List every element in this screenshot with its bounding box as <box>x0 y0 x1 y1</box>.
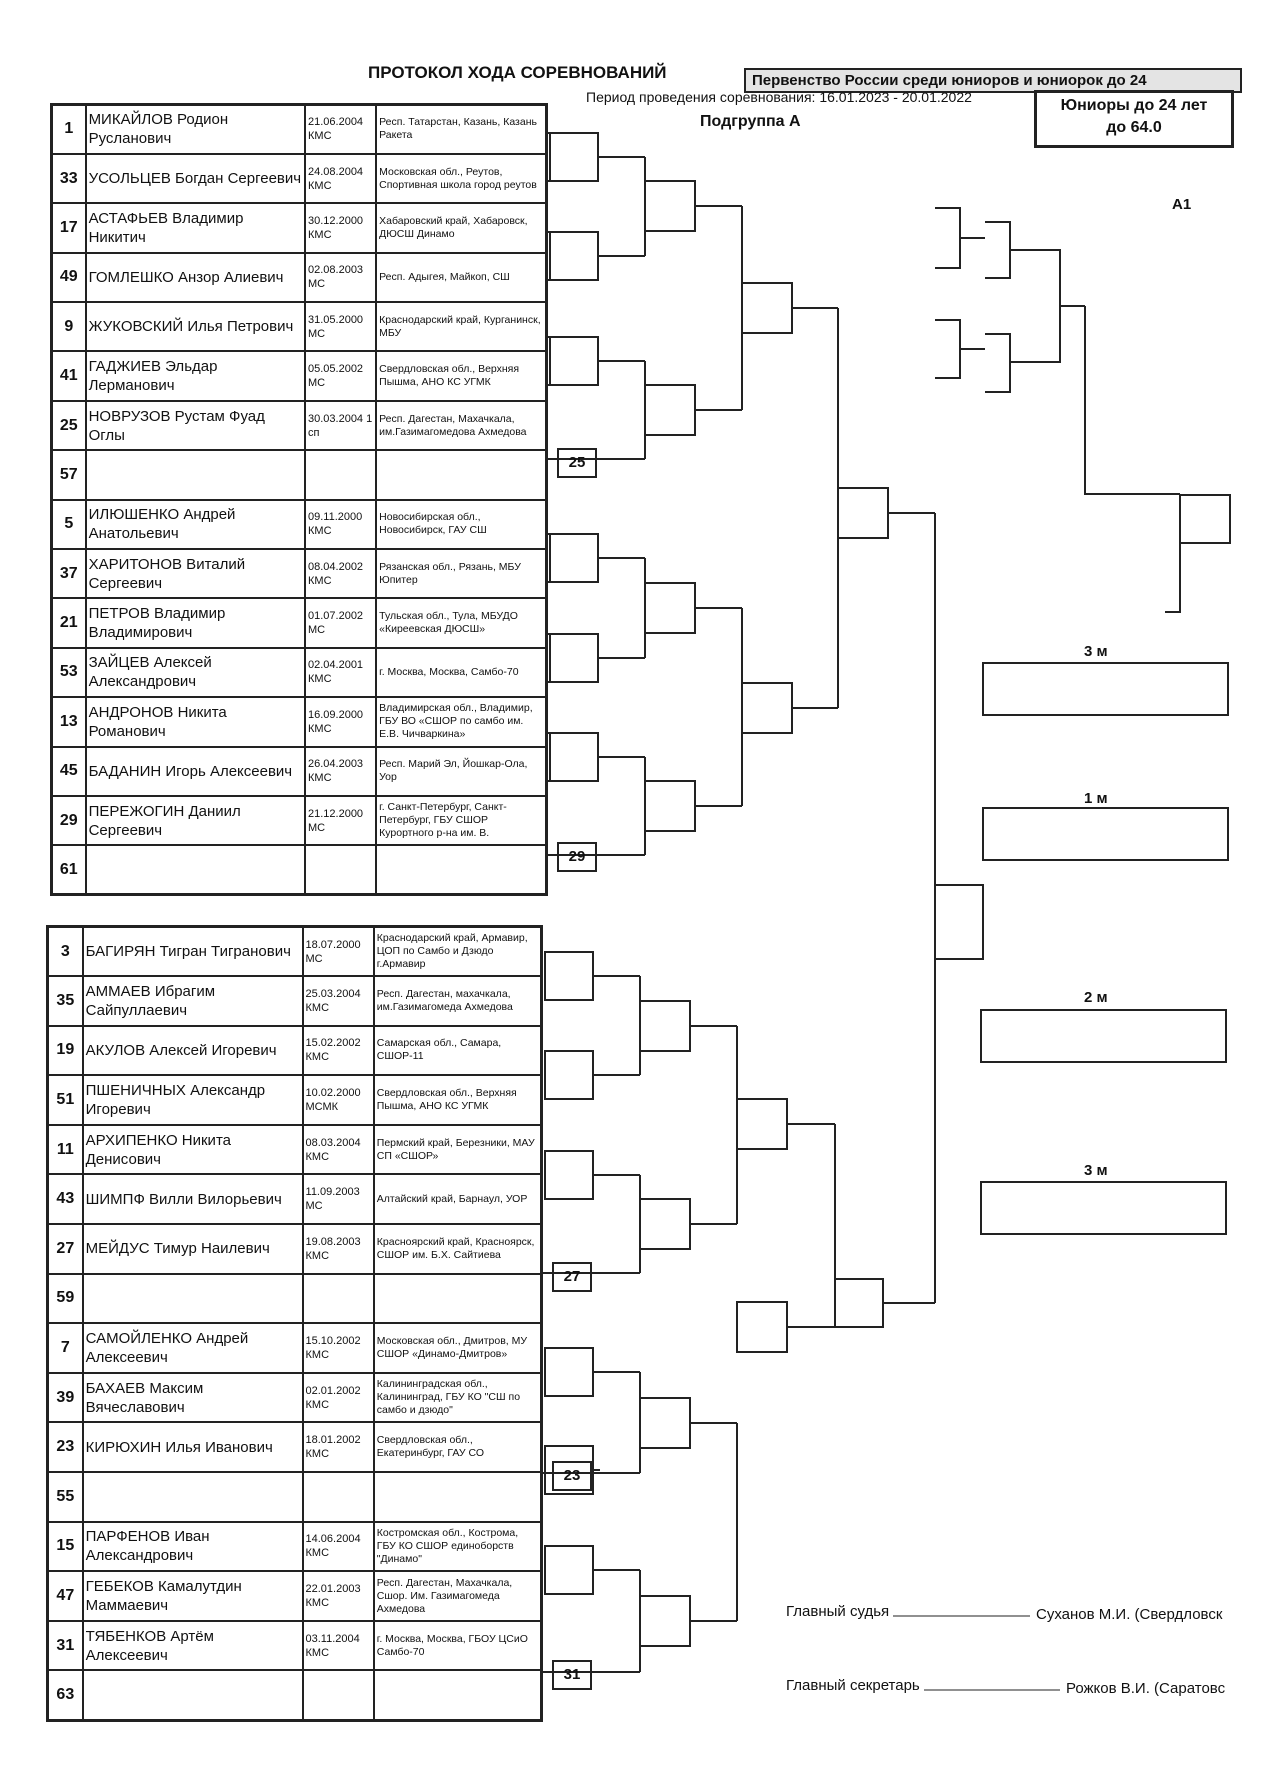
participant-club: Свердловская обл., Верхняя Пышма, АНО КС УГМК <box>376 351 546 400</box>
sport-rank: КМС <box>308 772 332 785</box>
birth-date: 22.01.2003 <box>305 1583 361 1596</box>
participant-name: ПЕТРОВ Владимир Владимирович <box>86 598 305 647</box>
participant-club: г. Санкт-Петербург, Санкт-Петербург, ГБУ СШОР Курортного р-на им. В. <box>376 796 546 845</box>
bracket-box <box>645 583 695 633</box>
sport-rank: КМС <box>308 574 332 587</box>
bracket-box <box>838 488 888 538</box>
bracket-box <box>550 733 598 781</box>
participant-club: Самарская обл., Самара, СШОР-11 <box>374 1026 542 1076</box>
sport-rank: МС <box>308 821 326 834</box>
place-box-2 <box>981 1010 1226 1062</box>
place-label-3b: 3 м <box>1084 1162 1108 1179</box>
draw-number: 55 <box>48 1472 83 1522</box>
draw-number: 33 <box>52 154 86 203</box>
participant-name: АММАЕВ Ибрагим Сайпуллаевич <box>83 976 303 1026</box>
competition-name: Первенство России среди юниоров и юниорок до 24 <box>744 68 1242 93</box>
bye-box: 29 <box>557 842 597 872</box>
birth-date: 24.08.2004 <box>308 165 364 178</box>
draw-number: 49 <box>52 253 86 302</box>
participant-club: Рязанская обл., Рязань, МБУ Юпитер <box>376 549 546 598</box>
participant-name: ГОМЛЕШКО Анзор Алиевич <box>86 253 305 302</box>
repechage-box <box>1180 495 1230 543</box>
sport-rank: МС <box>308 327 326 340</box>
birth-date: 30.03.2004 1 <box>308 412 373 425</box>
bracket-box <box>737 1099 787 1149</box>
birth-date: 16.09.2000 <box>308 708 364 721</box>
participant-name: САМОЙЛЕНКО Андрей Алексеевич <box>83 1323 303 1373</box>
sport-rank: КМС <box>305 1646 330 1659</box>
bracket-box <box>835 1279 883 1327</box>
draw-number: 3 <box>48 927 83 977</box>
participant-name: МЕЙДУС Тимур Наилевич <box>83 1224 303 1274</box>
participant-club: Красноярский край, Красноярск, СШОР им. Б.Х. Сайтиева <box>374 1224 542 1274</box>
participant-club: Свердловская обл., Екатеринбург, ГАУ СО <box>374 1422 542 1472</box>
chief-secretary-name: Рожков В.И. (Саратовс <box>1066 1680 1226 1697</box>
participant-name: ПАРФЕНОВ Иван Александрович <box>83 1522 303 1572</box>
participant-name: ПШЕНИЧНЫХ Александр Игоревич <box>83 1075 303 1125</box>
bracket-box <box>545 1546 593 1594</box>
draw-number: 11 <box>48 1125 83 1175</box>
birth-date: 14.06.2004 <box>305 1533 361 1546</box>
birth-date: 18.07.2000 <box>305 938 361 951</box>
participant-name: БАХАЕВ Максим Вячеславович <box>83 1373 303 1423</box>
repechage-label: A1 <box>1172 196 1192 213</box>
participant-name: ГЕБЕКОВ Камалутдин Маммаевич <box>83 1571 303 1621</box>
participant-name: АСТАФЬЕВ Владимир Никитич <box>86 203 305 252</box>
bracket-box <box>742 283 792 333</box>
participant-name: АРХИПЕНКО Никита Денисович <box>83 1125 303 1175</box>
participant-name: ЖУКОВСКИЙ Илья Петрович <box>86 302 305 351</box>
sport-rank: МС <box>308 278 326 291</box>
bye-box: 27 <box>552 1262 592 1292</box>
participant-name: УСОЛЬЦЕВ Богдан Сергеевич <box>86 154 305 203</box>
sport-rank: МС <box>308 377 326 390</box>
participant-name: АКУЛОВ Алексей Игоревич <box>83 1026 303 1076</box>
participant-club: Алтайский край, Барнаул, УОР <box>374 1174 542 1224</box>
draw-number: 43 <box>48 1174 83 1224</box>
draw-number: 25 <box>52 401 86 450</box>
bye-box: 31 <box>552 1660 592 1690</box>
place-label-2: 2 м <box>1084 989 1108 1006</box>
participant-name: КИРЮХИН Илья Иванович <box>83 1422 303 1472</box>
draw-number: 31 <box>48 1621 83 1671</box>
participant-club: Московская обл., Реутов, Спортивная школа город реутов <box>376 154 546 203</box>
birth-date: 05.05.2002 <box>308 363 364 376</box>
sport-rank: КМС <box>308 673 332 686</box>
bracket-box <box>640 1199 690 1249</box>
draw-number: 15 <box>48 1522 83 1572</box>
participant-club: Калининградская обл., Калининград, ГБУ КО "СШ по самбо и дзюдо" <box>374 1373 542 1423</box>
birth-date: 09.11.2000 <box>308 511 363 524</box>
participant-club: Свердловская обл., Верхняя Пышма, АНО КС УГМК <box>374 1075 542 1125</box>
sport-rank: КМС <box>305 1597 330 1610</box>
draw-number: 45 <box>52 747 86 796</box>
birth-date: 19.08.2003 <box>305 1235 361 1248</box>
draw-number: 19 <box>48 1026 83 1076</box>
birth-date: 26.04.2003 <box>308 758 364 771</box>
participant-name: НОВРУЗОВ Рустам Фуад Оглы <box>86 401 305 450</box>
draw-number: 41 <box>52 351 86 400</box>
participant-club: Московская обл., Дмитров, МУ СШОР «Динамо-Дмитров» <box>374 1323 542 1373</box>
birth-date: 03.11.2004 <box>305 1632 360 1645</box>
category-age: Юниоры до 24 лет <box>1060 97 1208 114</box>
birth-date: 15.10.2002 <box>305 1335 361 1348</box>
participant-club: Краснодарский край, Курганинск, МБУ <box>376 302 546 351</box>
place-box-1 <box>983 808 1228 860</box>
draw-number: 23 <box>48 1422 83 1472</box>
chief-judge-label: Главный судья <box>786 1603 890 1620</box>
draw-number: 5 <box>52 500 86 549</box>
bracket-box <box>550 534 598 582</box>
category-weight: до 64.0 <box>1106 119 1162 136</box>
bracket-box <box>640 1001 690 1051</box>
participant-name: БАДАНИН Игорь Алексеевич <box>86 747 305 796</box>
competition-period: Период проведения соревнования: 16.01.2023 - 20.01.2022 <box>586 89 972 105</box>
bye-box: 23 <box>552 1461 592 1491</box>
bye-box: 25 <box>557 448 597 478</box>
participant-club: Респ. Татарстан, Казань, Казань Ракета <box>376 105 546 154</box>
participant-club: Хабаровский край, Хабаровск, ДЮСШ Динамо <box>376 203 546 252</box>
birth-date: 25.03.2004 <box>305 987 361 1000</box>
sport-rank: КМС <box>308 228 332 241</box>
draw-number: 27 <box>48 1224 83 1274</box>
participant-club: Респ. Адыгея, Майкоп, СШ <box>376 253 546 302</box>
sport-rank: КМС <box>305 1349 330 1362</box>
place-box-3b <box>981 1182 1226 1234</box>
draw-number: 9 <box>52 302 86 351</box>
bracket-box <box>645 181 695 231</box>
bracket-box <box>645 385 695 435</box>
draw-number: 29 <box>52 796 86 845</box>
participant-club: Владимирская обл., Владимир, ГБУ ВО «СШОР по самбо им. Е.В. Чичваркина» <box>376 697 546 746</box>
participant-name: АНДРОНОВ Никита Романович <box>86 697 305 746</box>
bracket-box <box>640 1596 690 1646</box>
participant-name: ИЛЮШЕНКО Андрей Анатольевич <box>86 500 305 549</box>
birth-date: 02.08.2003 <box>308 264 364 277</box>
participant-club: Пермский край, Березники, МАУ СП «СШОР» <box>374 1125 542 1175</box>
bracket-box <box>545 952 593 1000</box>
draw-number: 53 <box>52 648 86 697</box>
birth-date: 08.04.2002 <box>308 560 364 573</box>
draw-number: 51 <box>48 1075 83 1125</box>
participant-club: Респ. Марий Эл, Йошкар-Ола, Уор <box>376 747 546 796</box>
birth-date: 01.07.2002 <box>308 610 364 623</box>
sport-rank: МС <box>305 952 323 965</box>
participant-club: Респ. Дагестан, Махачкала, им.Газимагомедова Ахмедова <box>376 401 546 450</box>
chief-secretary-label: Главный секретарь <box>786 1677 920 1694</box>
final-box <box>935 885 983 959</box>
bracket-box <box>550 133 598 181</box>
sport-rank: КМС <box>305 1448 330 1461</box>
bracket-box <box>550 337 598 385</box>
participant-name: ГАДЖИЕВ Эльдар Лерманович <box>86 351 305 400</box>
protocol-title: ПРОТОКОЛ ХОДА СОРЕВНОВАНИЙ <box>368 63 667 82</box>
participant-club: г. Москва, Москва, Самбо-70 <box>376 648 546 697</box>
draw-number: 37 <box>52 549 86 598</box>
bracket-box <box>737 1302 787 1352</box>
birth-date: 02.01.2002 <box>305 1384 361 1397</box>
bracket-box <box>545 1348 593 1396</box>
place-label-1: 1 м <box>1084 790 1108 807</box>
draw-number: 7 <box>48 1323 83 1373</box>
sport-rank: КМС <box>308 179 332 192</box>
sport-rank: КМС <box>305 1001 330 1014</box>
birth-date: 21.06.2004 <box>308 116 364 129</box>
participant-name: ШИМПФ Вилли Вилорьевич <box>83 1174 303 1224</box>
birth-date: 31.05.2000 <box>308 313 364 326</box>
birth-date: 21.12.2000 <box>308 807 364 820</box>
participant-club: Новосибирская обл., Новосибирск, ГАУ СШ <box>376 500 546 549</box>
sport-rank: КМС <box>305 1051 330 1064</box>
sport-rank: МС <box>308 624 326 637</box>
participant-club: Респ. Дагестан, Махачкала, Сшор. Им. Газимагомеда Ахмедова <box>374 1571 542 1621</box>
participant-club: Респ. Дагестан, махачкала, им.Газимагомеда Ахмедова <box>374 976 542 1026</box>
participant-name: ПЕРЕЖОГИН Даниил Сергеевич <box>86 796 305 845</box>
draw-number: 1 <box>52 105 86 154</box>
sport-rank: КМС <box>305 1398 330 1411</box>
sport-rank: КМС <box>305 1547 330 1560</box>
birth-date: 08.03.2004 <box>305 1136 361 1149</box>
sport-rank: МС <box>305 1200 323 1213</box>
sport-rank: МСМК <box>305 1101 339 1114</box>
chief-judge-name: Суханов М.И. (Свердловск <box>1036 1606 1223 1623</box>
bracket-box <box>545 1151 593 1199</box>
participant-club: Краснодарский край, Армавир, ЦОП по Самбо и Дзюдо г.Армавир <box>374 927 542 977</box>
bracket-box <box>550 634 598 682</box>
sport-rank: КМС <box>305 1249 330 1262</box>
draw-number: 13 <box>52 697 86 746</box>
sport-rank: КМС <box>308 722 332 735</box>
birth-date: 18.01.2002 <box>305 1434 361 1447</box>
draw-number: 35 <box>48 976 83 1026</box>
birth-date: 30.12.2000 <box>308 214 364 227</box>
draw-number: 59 <box>48 1274 83 1324</box>
draw-number: 39 <box>48 1373 83 1423</box>
participant-name: БАГИРЯН Тигран Тигранович <box>83 927 303 977</box>
bracket-box <box>640 1398 690 1448</box>
bracket-box <box>645 781 695 831</box>
participant-club: Костромская обл., Кострома, ГБУ КО СШОР единоборств "Динамо" <box>374 1522 542 1572</box>
participant-name: ЗАЙЦЕВ Алексей Александрович <box>86 648 305 697</box>
sport-rank: КМС <box>308 525 332 538</box>
participant-name: ТЯБЕНКОВ Артём Алексеевич <box>83 1621 303 1671</box>
participant-club: г. Москва, Москва, ГБОУ ЦСиО Самбо-70 <box>374 1621 542 1671</box>
participant-name: ХАРИТОНОВ Виталий Сергеевич <box>86 549 305 598</box>
birth-date: 15.02.2002 <box>305 1037 361 1050</box>
place-label-3a: 3 м <box>1084 643 1108 660</box>
draw-number: 17 <box>52 203 86 252</box>
birth-date: 02.04.2001 <box>308 659 364 672</box>
bracket-box <box>545 1051 593 1099</box>
sport-rank: КМС <box>308 130 332 143</box>
sport-rank: КМС <box>305 1150 330 1163</box>
sport-rank: сп <box>308 426 320 439</box>
place-box-3a <box>983 663 1228 715</box>
bracket-box <box>742 683 792 733</box>
birth-date: 10.02.2000 <box>305 1087 361 1100</box>
draw-number: 57 <box>52 450 86 499</box>
draw-number: 63 <box>48 1670 83 1720</box>
draw-number: 61 <box>52 845 86 894</box>
birth-date: 11.09.2003 <box>305 1186 360 1199</box>
draw-number: 21 <box>52 598 86 647</box>
draw-number: 47 <box>48 1571 83 1621</box>
participant-name: МИКАЙЛОВ Родион Русланович <box>86 105 305 154</box>
participant-club: Тульская обл., Тула, МБУДО «Киреевская ДЮСШ» <box>376 598 546 647</box>
bracket-box <box>550 232 598 280</box>
subgroup-label: Подгруппа А <box>700 113 801 130</box>
